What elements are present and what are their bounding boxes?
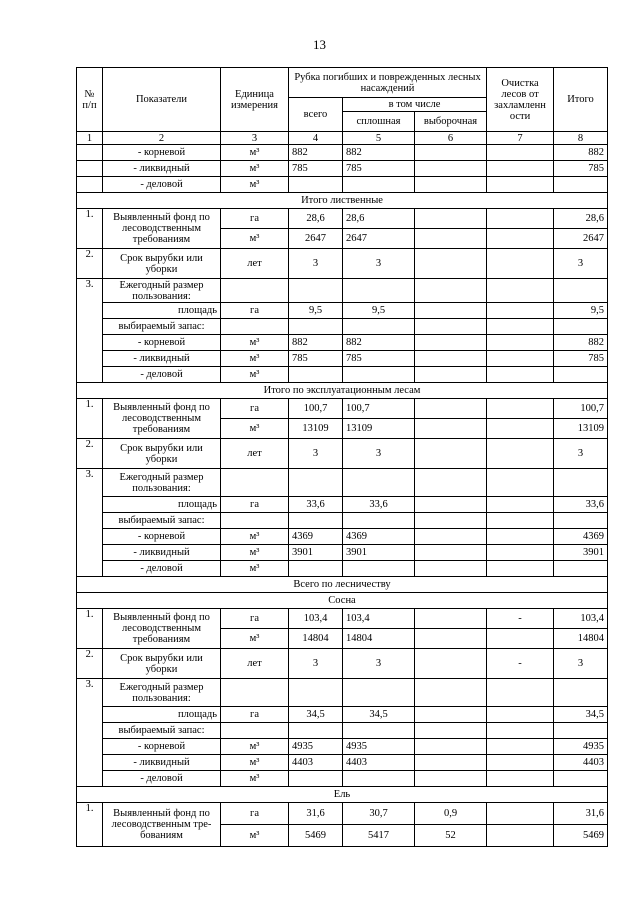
empty-cell — [554, 561, 608, 577]
table-cell: 3 — [343, 439, 415, 469]
table-cell: 4369 — [554, 529, 608, 545]
empty-cell — [343, 469, 415, 497]
empty-cell — [487, 469, 554, 497]
empty-cell — [554, 367, 608, 383]
table-cell: м³ — [221, 825, 289, 847]
table-cell: 14804 — [554, 629, 608, 649]
page-number: 13 — [313, 37, 326, 52]
empty-cell — [415, 419, 487, 439]
empty-cell — [415, 279, 487, 303]
table-row — [77, 367, 608, 383]
table-row — [77, 771, 608, 787]
table-cell: 2647 — [289, 229, 343, 249]
empty-cell — [415, 771, 487, 787]
header-indicators: Показатели — [103, 68, 221, 132]
table-cell: 1. — [77, 399, 103, 439]
table-cell: 4369 — [289, 529, 343, 545]
empty-cell — [487, 739, 554, 755]
empty-cell — [289, 177, 343, 193]
empty-cell — [487, 419, 554, 439]
empty-cell — [487, 351, 554, 367]
empty-cell — [289, 723, 343, 739]
table-cell: 34,5 — [289, 707, 343, 723]
table-cell: Ежегодный размер пользования: — [103, 679, 221, 707]
empty-cell — [77, 145, 103, 161]
table-cell: га — [221, 497, 289, 513]
table-cell: 4403 — [554, 755, 608, 771]
header-unit: Единица измерения — [221, 68, 289, 132]
table-cell: м³ — [221, 561, 289, 577]
table-cell: - деловой — [103, 177, 221, 193]
table-cell: 52 — [415, 825, 487, 847]
empty-cell — [487, 513, 554, 529]
header-felling: Рубка погибших и поврежденных лесных насаждений — [289, 68, 487, 98]
table-cell: 100,7 — [289, 399, 343, 419]
empty-cell — [77, 161, 103, 177]
table-cell: 882 — [343, 145, 415, 161]
empty-cell — [415, 755, 487, 771]
table-cell: 103,4 — [289, 609, 343, 629]
table-cell: 28,6 — [343, 209, 415, 229]
table-cell: 103,4 — [343, 609, 415, 629]
table-cell: Срок вырубки или уборки — [103, 649, 221, 679]
table-cell: 882 — [343, 335, 415, 351]
empty-cell — [289, 367, 343, 383]
table-cell: 2. — [77, 439, 103, 469]
table-cell: - деловой — [103, 367, 221, 383]
empty-cell — [487, 723, 554, 739]
table-cell: 33,6 — [343, 497, 415, 513]
empty-cell — [221, 723, 289, 739]
empty-cell — [487, 497, 554, 513]
section-title: Итого по эксплуатационным лесам — [77, 383, 608, 399]
table-cell: 785 — [554, 351, 608, 367]
table-cell: 785 — [289, 351, 343, 367]
empty-cell — [415, 723, 487, 739]
section-row — [77, 193, 608, 209]
empty-cell — [487, 145, 554, 161]
empty-cell — [487, 825, 554, 847]
table-cell: 2647 — [343, 229, 415, 249]
table-cell: м³ — [221, 629, 289, 649]
table-cell: 2. — [77, 649, 103, 679]
empty-cell — [343, 723, 415, 739]
table-cell: 4935 — [289, 739, 343, 755]
empty-cell — [487, 279, 554, 303]
table-cell: 882 — [289, 145, 343, 161]
empty-cell — [487, 679, 554, 707]
table-cell: 9,5 — [289, 303, 343, 319]
table-cell: м³ — [221, 351, 289, 367]
table-cell: 1. — [77, 609, 103, 649]
table-row — [77, 399, 608, 419]
table-cell: 3. — [77, 679, 103, 787]
table-cell: га — [221, 707, 289, 723]
table-cell: 785 — [343, 161, 415, 177]
table-cell: - деловой — [103, 561, 221, 577]
table-row — [77, 209, 608, 229]
table-cell: м³ — [221, 145, 289, 161]
section-subtitle: Ель — [77, 787, 608, 803]
table-cell: лет — [221, 249, 289, 279]
empty-cell — [415, 335, 487, 351]
empty-cell — [221, 513, 289, 529]
table-cell: 3 — [554, 649, 608, 679]
empty-cell — [415, 177, 487, 193]
empty-cell — [487, 367, 554, 383]
table-row — [77, 513, 608, 529]
colnum: 4 — [289, 132, 343, 145]
table-cell: м³ — [221, 161, 289, 177]
empty-cell — [487, 755, 554, 771]
table-cell: 5469 — [554, 825, 608, 847]
table-cell: - ликвидный — [103, 755, 221, 771]
table-cell: м³ — [221, 529, 289, 545]
table-row — [77, 177, 608, 193]
table-cell: Выявленный фонд по лесоводственным требованиям — [103, 609, 221, 649]
empty-cell — [415, 561, 487, 577]
empty-cell — [415, 439, 487, 469]
empty-cell — [415, 739, 487, 755]
table-row — [77, 679, 608, 707]
table-cell: 103,4 — [554, 609, 608, 629]
empty-cell — [554, 319, 608, 335]
empty-cell — [487, 803, 554, 825]
table-cell: лет — [221, 439, 289, 469]
empty-cell — [415, 609, 487, 629]
table-cell: 4935 — [554, 739, 608, 755]
header-selective: выборочная — [415, 112, 487, 132]
table-cell: 28,6 — [554, 209, 608, 229]
empty-cell — [415, 649, 487, 679]
empty-cell — [343, 513, 415, 529]
empty-cell — [289, 469, 343, 497]
table-cell: Выявленный фонд по лесоводственным требованиям — [103, 209, 221, 249]
empty-cell — [415, 629, 487, 649]
header-incl: в том числе — [343, 98, 487, 112]
header-itogo: Итого — [554, 68, 608, 132]
table-cell: 3901 — [554, 545, 608, 561]
empty-cell — [415, 529, 487, 545]
empty-cell — [487, 161, 554, 177]
table-cell: га — [221, 399, 289, 419]
table-cell: площадь — [103, 497, 221, 513]
colnum: 1 — [77, 132, 103, 145]
table-cell: 4935 — [343, 739, 415, 755]
colnum: 8 — [554, 132, 608, 145]
table-cell: 3. — [77, 469, 103, 577]
table-cell: Выявленный фонд по лесоводственным требованиям — [103, 399, 221, 439]
table-cell: 3901 — [289, 545, 343, 561]
empty-cell — [487, 529, 554, 545]
colnum: 6 — [415, 132, 487, 145]
empty-cell — [289, 319, 343, 335]
header-total-felling: всего — [289, 98, 343, 132]
table-row — [77, 755, 608, 771]
table-cell: м³ — [221, 771, 289, 787]
table-row — [77, 439, 608, 469]
table-row — [77, 351, 608, 367]
table-row — [77, 319, 608, 335]
table-cell: - — [487, 609, 554, 629]
table-row — [77, 723, 608, 739]
table-cell: 3 — [289, 649, 343, 679]
table-cell: 0,9 — [415, 803, 487, 825]
empty-cell — [487, 561, 554, 577]
table-row — [77, 279, 608, 303]
table-cell: 13109 — [554, 419, 608, 439]
colnum: 7 — [487, 132, 554, 145]
table-row — [77, 739, 608, 755]
table-cell: Срок вырубки или уборки — [103, 439, 221, 469]
empty-cell — [289, 561, 343, 577]
table-cell: 3 — [554, 439, 608, 469]
empty-cell — [415, 367, 487, 383]
table-cell: 3901 — [343, 545, 415, 561]
empty-cell — [343, 367, 415, 383]
colnum: 5 — [343, 132, 415, 145]
empty-cell — [289, 679, 343, 707]
empty-cell — [487, 399, 554, 419]
table-cell: 3 — [289, 249, 343, 279]
table-cell: 882 — [554, 145, 608, 161]
empty-cell — [221, 679, 289, 707]
table-cell: Ежегодный размер пользования: — [103, 279, 221, 303]
table-cell: - корневой — [103, 335, 221, 351]
empty-cell — [487, 229, 554, 249]
table-cell: м³ — [221, 419, 289, 439]
empty-cell — [343, 279, 415, 303]
empty-cell — [415, 145, 487, 161]
table-cell: площадь — [103, 303, 221, 319]
table-cell: 9,5 — [343, 303, 415, 319]
table-cell: 785 — [554, 161, 608, 177]
empty-cell — [487, 439, 554, 469]
empty-cell — [289, 279, 343, 303]
table-cell: 3 — [343, 249, 415, 279]
table-row — [77, 803, 608, 825]
empty-cell — [487, 545, 554, 561]
empty-cell — [415, 209, 487, 229]
table-cell: м³ — [221, 367, 289, 383]
table-cell: 31,6 — [554, 803, 608, 825]
empty-cell — [415, 161, 487, 177]
empty-cell — [487, 707, 554, 723]
table-cell: м³ — [221, 755, 289, 771]
table-cell: 33,6 — [289, 497, 343, 513]
table-cell: 13109 — [343, 419, 415, 439]
table-cell: м³ — [221, 545, 289, 561]
section-row — [77, 383, 608, 399]
table-cell: - корневой — [103, 529, 221, 545]
empty-cell — [554, 771, 608, 787]
table-cell: м³ — [221, 739, 289, 755]
empty-cell — [554, 469, 608, 497]
table-row — [77, 303, 608, 319]
colnum: 2 — [103, 132, 221, 145]
empty-cell — [554, 679, 608, 707]
table-cell: га — [221, 303, 289, 319]
empty-cell — [415, 679, 487, 707]
table-cell: выбираемый запас: — [103, 723, 221, 739]
table-cell: - ликвидный — [103, 161, 221, 177]
section-row — [77, 577, 608, 593]
table-cell: площадь — [103, 707, 221, 723]
table-cell: м³ — [221, 335, 289, 351]
table-cell: лет — [221, 649, 289, 679]
table-cell: 3 — [554, 249, 608, 279]
empty-cell — [487, 303, 554, 319]
table-cell: 4403 — [289, 755, 343, 771]
empty-cell — [415, 249, 487, 279]
empty-cell — [554, 513, 608, 529]
empty-cell — [415, 351, 487, 367]
empty-cell — [554, 723, 608, 739]
table-cell: м³ — [221, 177, 289, 193]
table-cell: выбираемый запас: — [103, 513, 221, 529]
empty-cell — [554, 279, 608, 303]
empty-cell — [343, 679, 415, 707]
empty-cell — [415, 707, 487, 723]
table-cell: 5469 — [289, 825, 343, 847]
table-cell: Выявленный фонд по лесоводственным тре-бованиям — [103, 803, 221, 847]
forest-use-table — [76, 67, 608, 847]
table-row — [77, 249, 608, 279]
empty-cell — [487, 319, 554, 335]
table-cell: - корневой — [103, 739, 221, 755]
table-cell: 785 — [289, 161, 343, 177]
empty-cell — [221, 279, 289, 303]
table-cell: 9,5 — [554, 303, 608, 319]
empty-cell — [343, 319, 415, 335]
empty-cell — [415, 303, 487, 319]
table-cell: 882 — [554, 335, 608, 351]
section-title: Итого лиственные — [77, 193, 608, 209]
table-cell: га — [221, 803, 289, 825]
table-row — [77, 561, 608, 577]
table-cell: - ликвидный — [103, 351, 221, 367]
table-cell: 5417 — [343, 825, 415, 847]
colnum: 3 — [221, 132, 289, 145]
table-cell: 34,5 — [554, 707, 608, 723]
table-cell: Срок вырубки или уборки — [103, 249, 221, 279]
table-cell: - — [487, 649, 554, 679]
table-cell: 31,6 — [289, 803, 343, 825]
empty-cell — [415, 229, 487, 249]
table-cell: 3. — [77, 279, 103, 383]
table-cell: 882 — [289, 335, 343, 351]
empty-cell — [415, 545, 487, 561]
table-cell: - корневой — [103, 145, 221, 161]
table-cell: м³ — [221, 229, 289, 249]
table-cell: - деловой — [103, 771, 221, 787]
section-row — [77, 593, 608, 609]
section-subtitle: Сосна — [77, 593, 608, 609]
table-cell: 3 — [343, 649, 415, 679]
table-cell: 3 — [289, 439, 343, 469]
table-cell: 13109 — [289, 419, 343, 439]
table-cell: 2. — [77, 249, 103, 279]
table-row — [77, 529, 608, 545]
empty-cell — [343, 771, 415, 787]
header-cleaning: Очистка лесов от захламленн ости — [487, 68, 554, 132]
table-row — [77, 609, 608, 629]
table-cell: 28,6 — [289, 209, 343, 229]
empty-cell — [289, 771, 343, 787]
table-row — [77, 161, 608, 177]
table-cell: 33,6 — [554, 497, 608, 513]
table-cell: 785 — [343, 351, 415, 367]
header-num: № п/п — [77, 68, 103, 132]
table-cell: 1. — [77, 803, 103, 847]
table-cell: 4369 — [343, 529, 415, 545]
table-cell: 14804 — [289, 629, 343, 649]
table-cell: 4403 — [343, 755, 415, 771]
table-cell: 2647 — [554, 229, 608, 249]
empty-cell — [343, 177, 415, 193]
table-cell: 100,7 — [554, 399, 608, 419]
table-cell: 34,5 — [343, 707, 415, 723]
empty-cell — [415, 319, 487, 335]
table-cell: - ликвидный — [103, 545, 221, 561]
table-row — [77, 335, 608, 351]
table-cell: выбираемый запас: — [103, 319, 221, 335]
empty-cell — [487, 771, 554, 787]
table-row — [77, 145, 608, 161]
empty-cell — [415, 497, 487, 513]
empty-cell — [487, 249, 554, 279]
empty-cell — [554, 177, 608, 193]
header-solid: сплошная — [343, 112, 415, 132]
empty-cell — [221, 469, 289, 497]
table-cell: га — [221, 209, 289, 229]
empty-cell — [343, 561, 415, 577]
table-row — [77, 545, 608, 561]
table-cell: 1. — [77, 209, 103, 249]
table-row — [77, 497, 608, 513]
empty-cell — [487, 209, 554, 229]
empty-cell — [487, 335, 554, 351]
empty-cell — [487, 177, 554, 193]
empty-cell — [415, 469, 487, 497]
empty-cell — [415, 513, 487, 529]
empty-cell — [415, 399, 487, 419]
table-row — [77, 649, 608, 679]
empty-cell — [221, 319, 289, 335]
table-cell: 30,7 — [343, 803, 415, 825]
section-title: Всего по лесничеству — [77, 577, 608, 593]
table-cell: га — [221, 609, 289, 629]
empty-cell — [289, 513, 343, 529]
section-row — [77, 787, 608, 803]
table-cell: 100,7 — [343, 399, 415, 419]
table-row — [77, 707, 608, 723]
table-row — [77, 469, 608, 497]
table-cell: Ежегодный размер пользования: — [103, 469, 221, 497]
empty-cell — [487, 629, 554, 649]
empty-cell — [77, 177, 103, 193]
table-cell: 14804 — [343, 629, 415, 649]
